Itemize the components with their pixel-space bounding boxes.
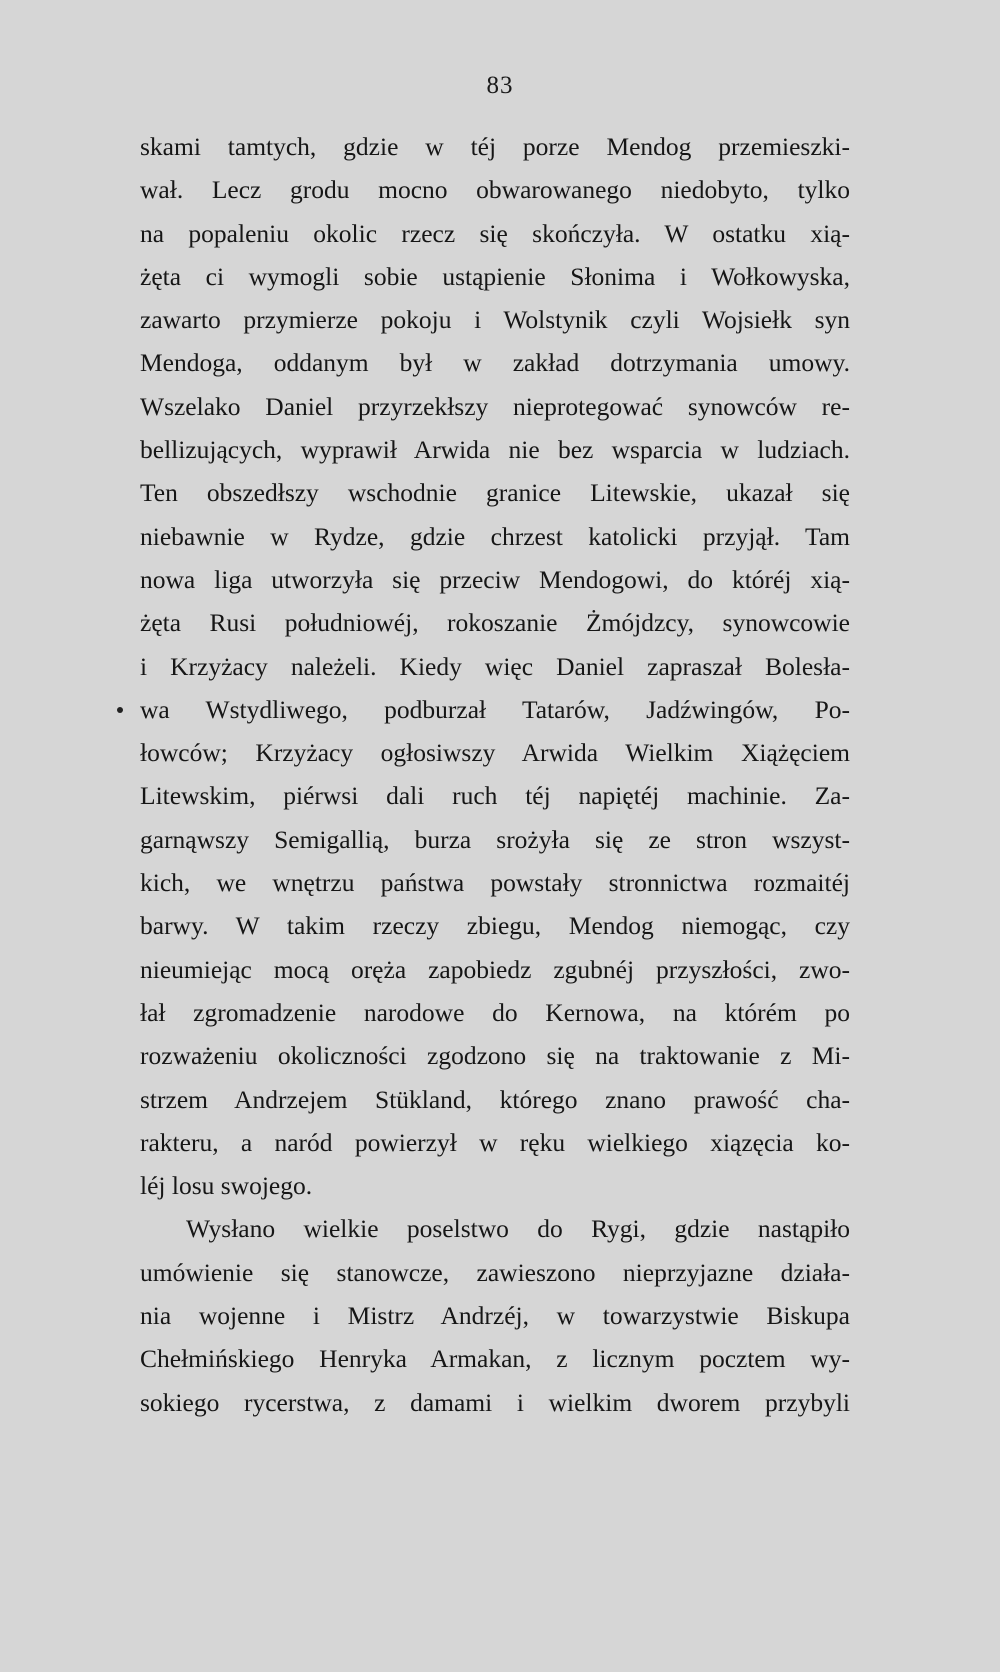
text-line: barwy. W takim rzeczy zbiegu, Mendog niemogąc, czy xyxy=(140,911,850,941)
text-line: garnąwszy Semigallią, burza srożyła się ze stron wszyst- xyxy=(140,824,850,854)
text-line: wa Wstydliwego, podburzał Tatarów, Jadźwingów, Po- xyxy=(140,694,850,724)
text-line: na popaleniu okolic rzecz się skończyła. W ostatku xią- xyxy=(140,218,850,248)
text-line: niebawnie w Rydze, gdzie chrzest katolicki przyjął. Tam xyxy=(140,521,850,551)
text-line: nowa liga utworzyła się przeciw Mendogowi, do któréj xią- xyxy=(140,564,850,594)
text-line: Chełmińskiego Henryka Armakan, z licznym pocztem wy- xyxy=(140,1344,850,1374)
text-line: rozważeniu okoliczności zgodzono się na traktowanie z Mi- xyxy=(140,1041,850,1071)
text-line: nieumiejąc mocą oręża zapobiedz zgubnéj przyszłości, zwo- xyxy=(140,954,850,984)
text-line: łowców; Krzyżacy ogłosiwszy Arwida Wielkim Xiążęciem xyxy=(140,738,850,768)
text-line: rakteru, a naród powierzył w ręku wielkiego xiązęcia ko- xyxy=(140,1127,850,1157)
text-line: zawarto przymierze pokoju i Wolstynik czyli Wojsiełk syn xyxy=(140,305,850,335)
text-line: Ten obszedłszy wschodnie granice Litewskie, ukazał się xyxy=(140,478,850,508)
text-line: wał. Lecz grodu mocno obwarowanego niedobyto, tylko xyxy=(140,175,850,205)
text-line: nia wojenne i Mistrz Andrzéj, w towarzystwie Biskupa xyxy=(140,1301,850,1331)
text-line: Wysłano wielkie poselstwo do Rygi, gdzie nastąpiło xyxy=(186,1214,850,1244)
text-line: łał zgromadzenie narodowe do Kernowa, na którém po xyxy=(140,997,850,1027)
body-text xyxy=(140,125,850,1424)
text-line: umówienie się stanowcze, zawieszono nieprzyjazne działa- xyxy=(140,1257,850,1287)
text-line: sokiego rycerstwa, z damami i wielkim dworem przybyli xyxy=(140,1387,850,1417)
text-line: strzem Andrzejem Stükland, którego znano prawość cha- xyxy=(140,1084,850,1114)
ink-speck xyxy=(117,707,123,713)
text-line: léj losu swojego. xyxy=(140,1171,313,1201)
text-line: Wszelako Daniel przyrzekłszy nieprotegować synowców re- xyxy=(140,391,850,421)
text-line: kich, we wnętrzu państwa powstały stronnictwa rozmaitéj xyxy=(140,868,850,898)
text-line: i Krzyżacy należeli. Kiedy więc Daniel zapraszał Bolesła- xyxy=(140,651,850,681)
text-line: bellizujących, wyprawił Arwida nie bez wsparcia w ludziach. xyxy=(140,435,850,465)
page-number: 83 xyxy=(486,72,514,99)
text-line: żęta ci wymogli sobie ustąpienie Słonima i Wołkowyska, xyxy=(140,261,850,291)
text-line: Litewskim, piérwsi dali ruch téj napiętéj machinie. Za- xyxy=(140,781,850,811)
text-line: żęta Rusi południowéj, rokoszanie Żmójdzcy, synowcowie xyxy=(140,608,850,638)
text-line: skami tamtych, gdzie w téj porze Mendog przemieszki- xyxy=(140,132,850,161)
text-line: Mendoga, oddanym był w zakład dotrzymania umowy. xyxy=(140,348,850,378)
